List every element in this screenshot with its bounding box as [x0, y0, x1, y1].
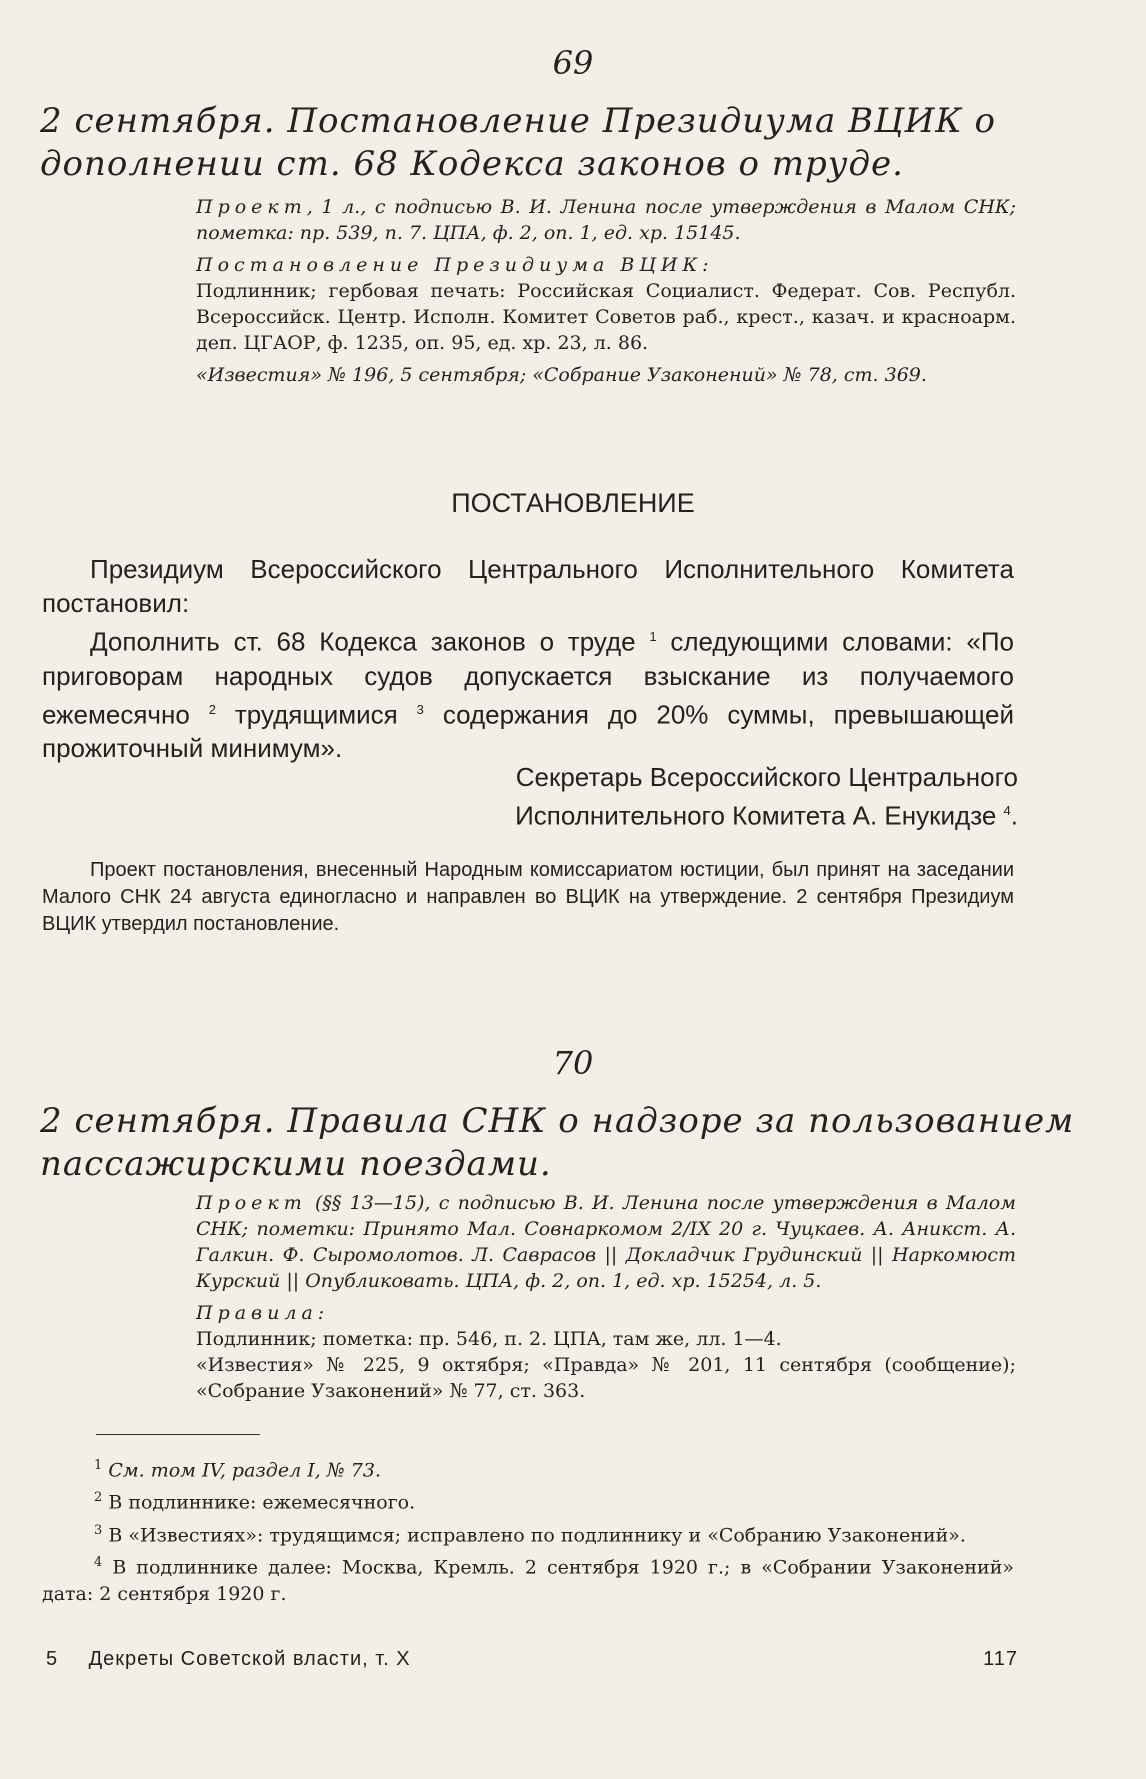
section-heading: ПОСТАНОВЛЕНИЕ [451, 488, 695, 518]
paragraph: Дополнить ст. 68 Кодекса законов о труде $^1$ следующими словами: «По приговорам народных судов допускается взыскание из получаемого ежемесячно $^2$ трудящимися $^3$ содержания до 20% суммы, превышающей прожиточный минимум». [42, 626, 1014, 764]
footnotes [42, 1452, 1014, 1608]
document-title: 2 сентября. Правила СНК о надзоре за пользованием пассажирскими поездами. [40, 1101, 1075, 1184]
signature-mark: 5 [46, 1648, 59, 1670]
document-number: 70 [552, 1044, 594, 1082]
source-text: , 1 л., с подписью В. И. Ленина после утверждения в Малом СНК; пометка: пр. 539, п. 7. ЦПА, ф. 2, оп. 1, ед. хр. 15145. [196, 196, 1016, 244]
document-body [42, 552, 1014, 765]
page-number: 117 [983, 1648, 1018, 1670]
source-text: Подлинник; пометка: пр. 546, п. 2. ЦПА, там же, лл. 1—4. [196, 1328, 782, 1350]
source-text: (§§ 13—15), с подписью В. И. Ленина после утверждения в Малом СНК; пометки: Принято Мал. Совнаркомом 2/IX 20 г. Чуцкаев. А. Аникст. А. Галкин. Ф. Сыромолотов. Л. Саврасов || Докладчик Грудинский || Наркомюст Курский || Опубликовать. ЦПА, ф. 2, оп. 1, ед. хр. 15254, л. 5. [196, 1192, 1016, 1292]
footnote: $^2$ В подлиннике: ежемесячного. [94, 1490, 416, 1514]
source-label: Постановление Президиума ВЦИК: [196, 254, 714, 276]
source-label: Правила: [196, 1302, 330, 1324]
footnote-mark: 2 [208, 701, 216, 717]
footnote-mark: 1 [649, 629, 657, 644]
source-text: Подлинник; гербовая печать: Российская Социалист. Федерат. Сов. Республ. Всероссийск. Центр. Исполн. Комитет Советов раб., крест., казач. и красноарм. деп. ЦГАОР, ф. 1235, оп. 95, ед. хр. 23, л. 86. [196, 280, 1016, 354]
document-number: 69 [552, 44, 594, 82]
signature-line: Секретарь Всероссийского Центрального [515, 762, 1018, 792]
signature-block [300, 760, 1018, 833]
footnote-divider [96, 1434, 260, 1435]
source-text: «Известия» № 225, 9 октября; «Правда» № 201, 11 сентября (сообщение); «Собрание Узаконений» № 77, ст. 363. [196, 1354, 1016, 1402]
source-label: Проект [196, 196, 307, 218]
page-footer [46, 1648, 1018, 1671]
signature-line: Исполнительного Комитета А. Енукидзе $^4$. [515, 800, 1018, 831]
footnote-mark: 3 [416, 701, 424, 717]
source-references [196, 1190, 1016, 1404]
footnote: $^4$ В подлиннике далее: Москва, Кремль. 2 сентября 1920 г.; в «Собрании Узаконений» дата: 2 сентября 1920 г. [42, 1554, 1014, 1606]
source-text: «Известия» № 196, 5 сентября; «Собрание Узаконений» № 78, ст. 369. [196, 364, 927, 386]
book-title: Декреты Советской власти, т. X [88, 1648, 411, 1670]
editorial-note: Проект постановления, внесенный Народным комиссариатом юстиции, был принят на заседании Малого СНК 24 августа единогласно и направлен во ВЦИК на утверждение. 2 сентября Президиум ВЦИК утвердил постановление. [42, 859, 1014, 935]
footnote-mark: 4 [1003, 803, 1011, 818]
footnote: $^3$ В «Известиях»: трудящимся; исправлено по подлиннику и «Собранию Узаконений». [94, 1522, 966, 1546]
source-label: Проект [196, 1192, 307, 1214]
document-title: 2 сентября. Постановление Президиума ВЦИК о дополнении ст. 68 Кодекса законов о труде. [40, 101, 997, 184]
paragraph: Президиум Всероссийского Центрального Исполнительного Комитета постановил: [42, 554, 1014, 618]
footnote: $^1$ См. том IV, раздел I, № 73. [94, 1458, 382, 1482]
source-references [196, 194, 1016, 388]
